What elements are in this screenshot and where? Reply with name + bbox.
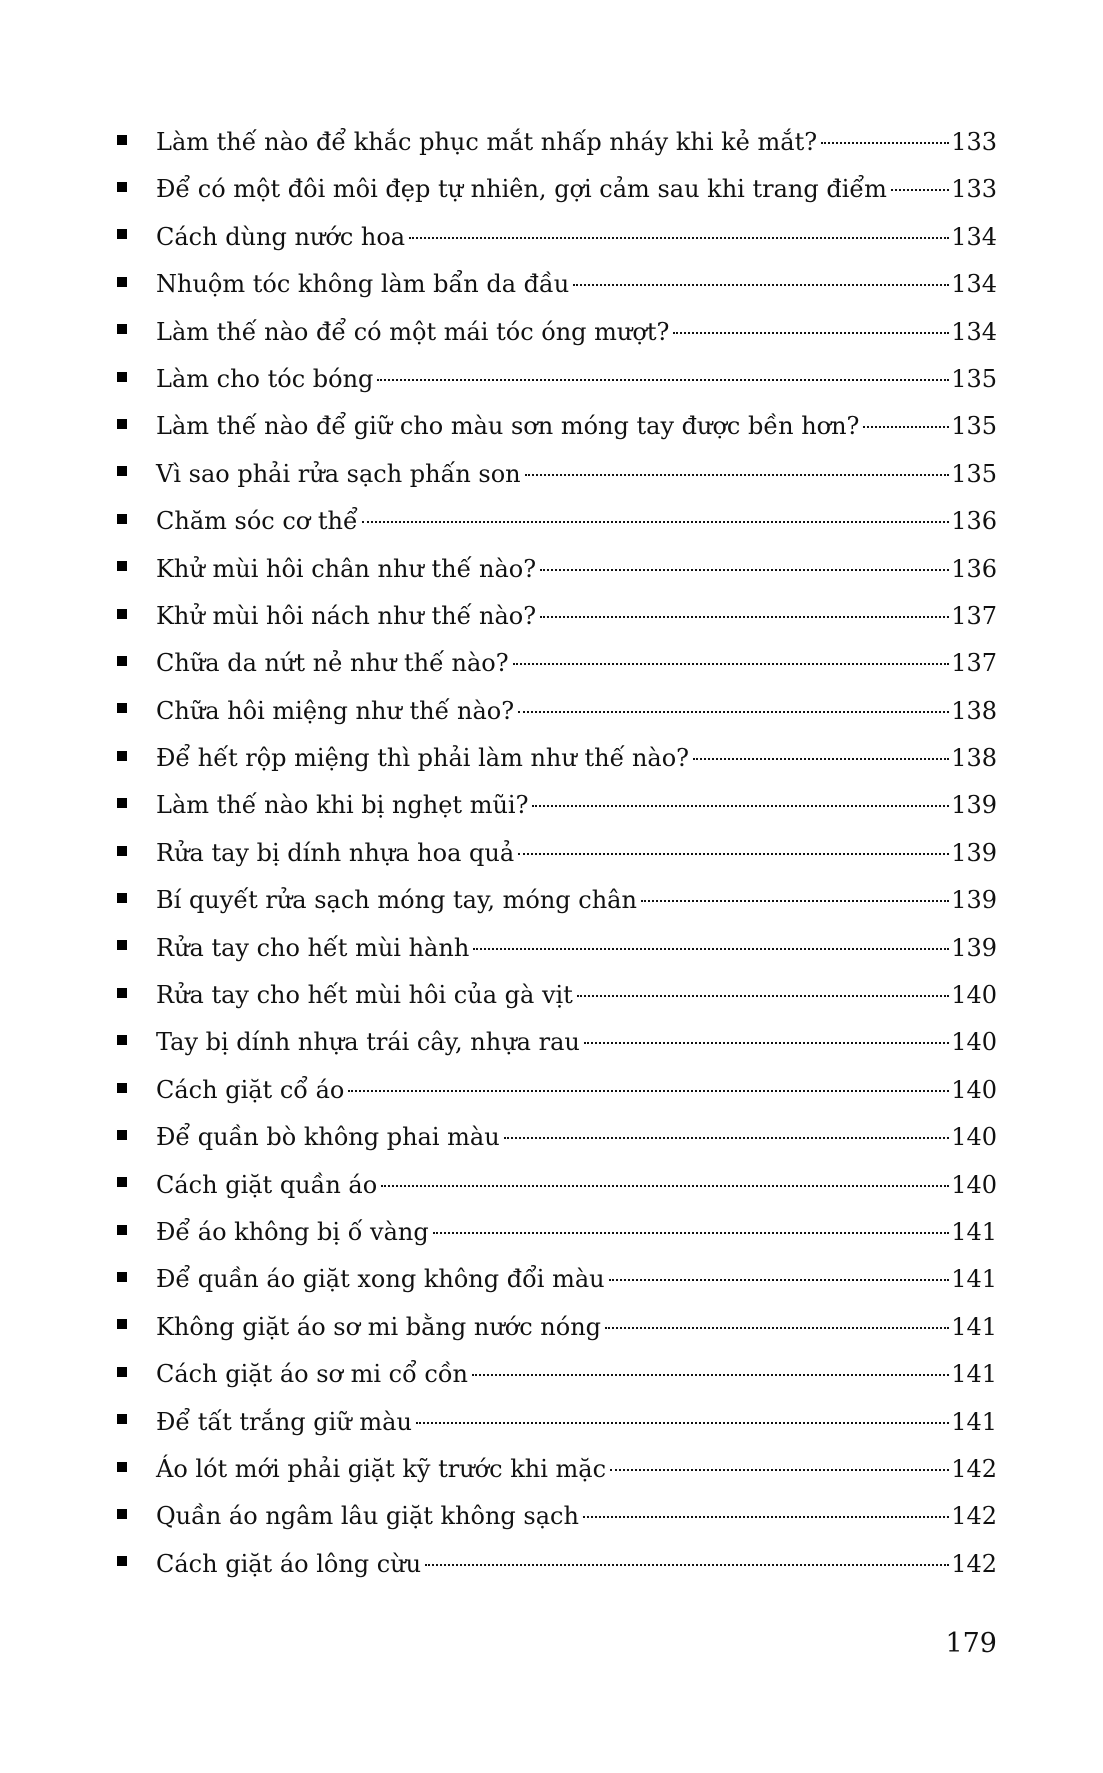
toc-entry-page: 137 xyxy=(951,601,997,630)
dot-leader xyxy=(525,474,950,476)
toc-entry-page: 140 xyxy=(951,1028,997,1057)
bullet-square-icon xyxy=(117,1177,127,1187)
toc-entry-page: 139 xyxy=(951,886,997,915)
toc-entry xyxy=(117,1019,997,1066)
dot-leader xyxy=(891,189,949,191)
bullet-square-icon xyxy=(117,1319,127,1329)
toc-entry-title: Cách giặt áo lông cừu xyxy=(156,1549,422,1578)
toc-entry-page: 140 xyxy=(951,1170,997,1199)
toc-entry-page: 137 xyxy=(951,649,997,678)
dot-leader xyxy=(605,1327,949,1329)
toc-entry-page: 140 xyxy=(951,1075,997,1104)
toc-entry-page: 133 xyxy=(951,128,997,156)
bullet-square-icon xyxy=(117,1367,127,1377)
toc-entry-page: 141 xyxy=(951,1217,997,1246)
toc-entry-title: Nhuộm tóc không làm bẩn da đầu xyxy=(156,270,570,299)
bullet-square-icon xyxy=(117,751,127,761)
toc-entry-title: Khử mùi hôi chân như thế nào? xyxy=(156,554,537,583)
dot-leader xyxy=(518,711,949,713)
bullet-square-icon xyxy=(117,1462,127,1472)
dot-leader xyxy=(362,521,949,523)
toc-entry-title: Rửa tay cho hết mùi hành xyxy=(156,933,470,962)
toc-entry-title: Cách giặt áo sơ mi cổ cồn xyxy=(156,1360,468,1389)
toc-entry-page: 141 xyxy=(951,1407,997,1436)
bullet-square-icon xyxy=(117,135,127,145)
toc-entry-page: 140 xyxy=(951,981,997,1010)
toc-entry-title: Làm cho tóc bóng xyxy=(156,364,374,393)
bullet-square-icon xyxy=(117,846,127,856)
bullet-square-icon xyxy=(117,1272,127,1282)
toc-entry xyxy=(117,925,997,972)
toc-entry xyxy=(117,782,997,829)
toc-entry xyxy=(117,688,997,735)
toc-entry xyxy=(117,166,997,213)
bullet-square-icon xyxy=(117,324,127,334)
toc-entry-page: 136 xyxy=(951,554,997,583)
toc-entry xyxy=(117,546,997,593)
dot-leader xyxy=(641,900,949,902)
dot-leader xyxy=(532,805,949,807)
toc-entry-title: Để quần bò không phai màu xyxy=(156,1123,500,1152)
toc-entry xyxy=(117,1256,997,1303)
toc-entry-page: 135 xyxy=(951,459,997,488)
toc-entry-title: Chăm sóc cơ thể xyxy=(156,507,358,536)
bullet-square-icon xyxy=(117,1225,127,1235)
bullet-square-icon xyxy=(117,1035,127,1045)
dot-leader xyxy=(540,569,949,571)
dot-leader xyxy=(425,1564,949,1566)
bullet-square-icon xyxy=(117,1083,127,1093)
bullet-square-icon xyxy=(117,703,127,713)
bullet-square-icon xyxy=(117,229,127,239)
dot-leader xyxy=(348,1090,949,1092)
toc-entry-title: Cách giặt quần áo xyxy=(156,1170,378,1199)
toc-entry xyxy=(117,119,997,166)
toc-entry-page: 139 xyxy=(951,838,997,867)
toc-entry xyxy=(117,309,997,356)
toc-entry-page: 135 xyxy=(951,412,997,441)
dot-leader xyxy=(504,1137,950,1139)
toc-entry-page: 134 xyxy=(951,317,997,346)
toc-entry-title: Cách dùng nước hoa xyxy=(156,222,406,251)
dot-leader xyxy=(409,237,949,239)
toc-entry xyxy=(117,498,997,545)
toc-entry-title: Để quần áo giặt xong không đổi màu xyxy=(156,1265,605,1294)
dot-leader xyxy=(821,142,949,144)
dot-leader xyxy=(381,1185,949,1187)
toc-entry-page: 136 xyxy=(951,507,997,536)
bullet-square-icon xyxy=(117,372,127,382)
toc-entry-title: Để hết rộp miệng thì phải làm như thế nào? xyxy=(156,744,690,773)
toc-entry xyxy=(117,261,997,308)
bullet-square-icon xyxy=(117,940,127,950)
toc-entry-page: 134 xyxy=(951,222,997,251)
dot-leader xyxy=(473,948,949,950)
toc-entry-title: Để áo không bị ố vàng xyxy=(156,1217,429,1246)
toc-entry xyxy=(117,1446,997,1493)
dot-leader xyxy=(693,758,949,760)
bullet-square-icon xyxy=(117,1509,127,1519)
toc-entry-title: Áo lót mới phải giặt kỹ trước khi mặc xyxy=(156,1454,607,1483)
toc-entry-title: Quần áo ngâm lâu giặt không sạch xyxy=(156,1502,579,1531)
dot-leader xyxy=(472,1374,949,1376)
toc-entry-title: Khử mùi hôi nách như thế nào? xyxy=(156,601,537,630)
toc-entry-page: 139 xyxy=(951,933,997,962)
toc-entry xyxy=(117,356,997,403)
dot-leader xyxy=(377,379,949,381)
bullet-square-icon xyxy=(117,988,127,998)
toc-entry-title: Không giặt áo sơ mi bằng nước nóng xyxy=(156,1312,602,1341)
toc-entry-title: Để có một đôi môi đẹp tự nhiên, gợi cảm sau khi trang điểm xyxy=(156,175,887,204)
dot-leader xyxy=(610,1469,949,1471)
toc-entry-page: 138 xyxy=(951,744,997,773)
page-number: 179 xyxy=(945,1628,997,1659)
toc-entry xyxy=(117,735,997,782)
bullet-square-icon xyxy=(117,1414,127,1424)
bullet-square-icon xyxy=(117,893,127,903)
toc-entry-title: Làm thế nào để giữ cho màu sơn móng tay được bền hơn? xyxy=(156,412,860,441)
table-of-contents xyxy=(117,119,997,1588)
toc-entry-page: 141 xyxy=(951,1360,997,1389)
toc-entry xyxy=(117,1114,997,1161)
bullet-square-icon xyxy=(117,419,127,429)
bullet-square-icon xyxy=(117,609,127,619)
dot-leader xyxy=(416,1422,949,1424)
toc-entry-title: Làm thế nào khi bị nghẹt mũi? xyxy=(156,791,529,820)
dot-leader xyxy=(673,332,949,334)
toc-entry-title: Vì sao phải rửa sạch phấn son xyxy=(156,459,521,488)
dot-leader xyxy=(584,1042,949,1044)
toc-entry xyxy=(117,1351,997,1398)
bullet-square-icon xyxy=(117,514,127,524)
toc-entry xyxy=(117,1209,997,1256)
toc-entry-title: Cách giặt cổ áo xyxy=(156,1075,345,1104)
toc-entry xyxy=(117,972,997,1019)
toc-entry-page: 142 xyxy=(951,1502,997,1531)
toc-entry xyxy=(117,1067,997,1114)
toc-entry-title: Làm thế nào để có một mái tóc óng mượt? xyxy=(156,317,670,346)
toc-entry xyxy=(117,451,997,498)
bullet-square-icon xyxy=(117,466,127,476)
toc-entry xyxy=(117,830,997,877)
toc-entry xyxy=(117,1493,997,1540)
toc-entry xyxy=(117,214,997,261)
toc-entry-title: Rửa tay bị dính nhựa hoa quả xyxy=(156,838,515,867)
bullet-square-icon xyxy=(117,1130,127,1140)
dot-leader xyxy=(540,616,949,618)
toc-entry-page: 138 xyxy=(951,696,997,725)
toc-entry-title: Chữa da nứt nẻ như thế nào? xyxy=(156,649,509,678)
toc-entry-page: 135 xyxy=(951,364,997,393)
dot-leader xyxy=(863,426,949,428)
toc-entry xyxy=(117,1541,997,1588)
bullet-square-icon xyxy=(117,656,127,666)
toc-entry-title: Rửa tay cho hết mùi hôi của gà vịt xyxy=(156,981,573,1010)
toc-entry xyxy=(117,1304,997,1351)
toc-entry xyxy=(117,877,997,924)
toc-entry-page: 133 xyxy=(951,175,997,204)
toc-entry-page: 142 xyxy=(951,1549,997,1578)
bullet-square-icon xyxy=(117,561,127,571)
toc-entry-page: 139 xyxy=(951,791,997,820)
dot-leader xyxy=(433,1232,949,1234)
toc-entry xyxy=(117,1399,997,1446)
toc-entry xyxy=(117,640,997,687)
toc-entry-page: 142 xyxy=(951,1454,997,1483)
dot-leader xyxy=(518,853,949,855)
dot-leader xyxy=(577,995,949,997)
toc-entry-title: Làm thế nào để khắc phục mắt nhấp nháy khi kẻ mắt? xyxy=(156,128,818,156)
toc-entry-title: Để tất trắng giữ màu xyxy=(156,1407,412,1436)
bullet-square-icon xyxy=(117,277,127,287)
toc-entry-page: 140 xyxy=(951,1123,997,1152)
toc-entry-page: 141 xyxy=(951,1312,997,1341)
dot-leader xyxy=(513,663,950,665)
dot-leader xyxy=(573,284,949,286)
dot-leader xyxy=(583,1516,949,1518)
toc-entry-page: 134 xyxy=(951,270,997,299)
toc-entry-page: 141 xyxy=(951,1265,997,1294)
toc-entry-title: Bí quyết rửa sạch móng tay, móng chân xyxy=(156,886,637,915)
bullet-square-icon xyxy=(117,1556,127,1566)
toc-entry xyxy=(117,593,997,640)
bullet-square-icon xyxy=(117,182,127,192)
toc-entry-title: Tay bị dính nhựa trái cây, nhựa rau xyxy=(156,1028,580,1057)
dot-leader xyxy=(609,1279,950,1281)
bullet-square-icon xyxy=(117,798,127,808)
toc-entry-title: Chữa hôi miệng như thế nào? xyxy=(156,696,515,725)
toc-entry xyxy=(117,403,997,450)
toc-entry xyxy=(117,1162,997,1209)
